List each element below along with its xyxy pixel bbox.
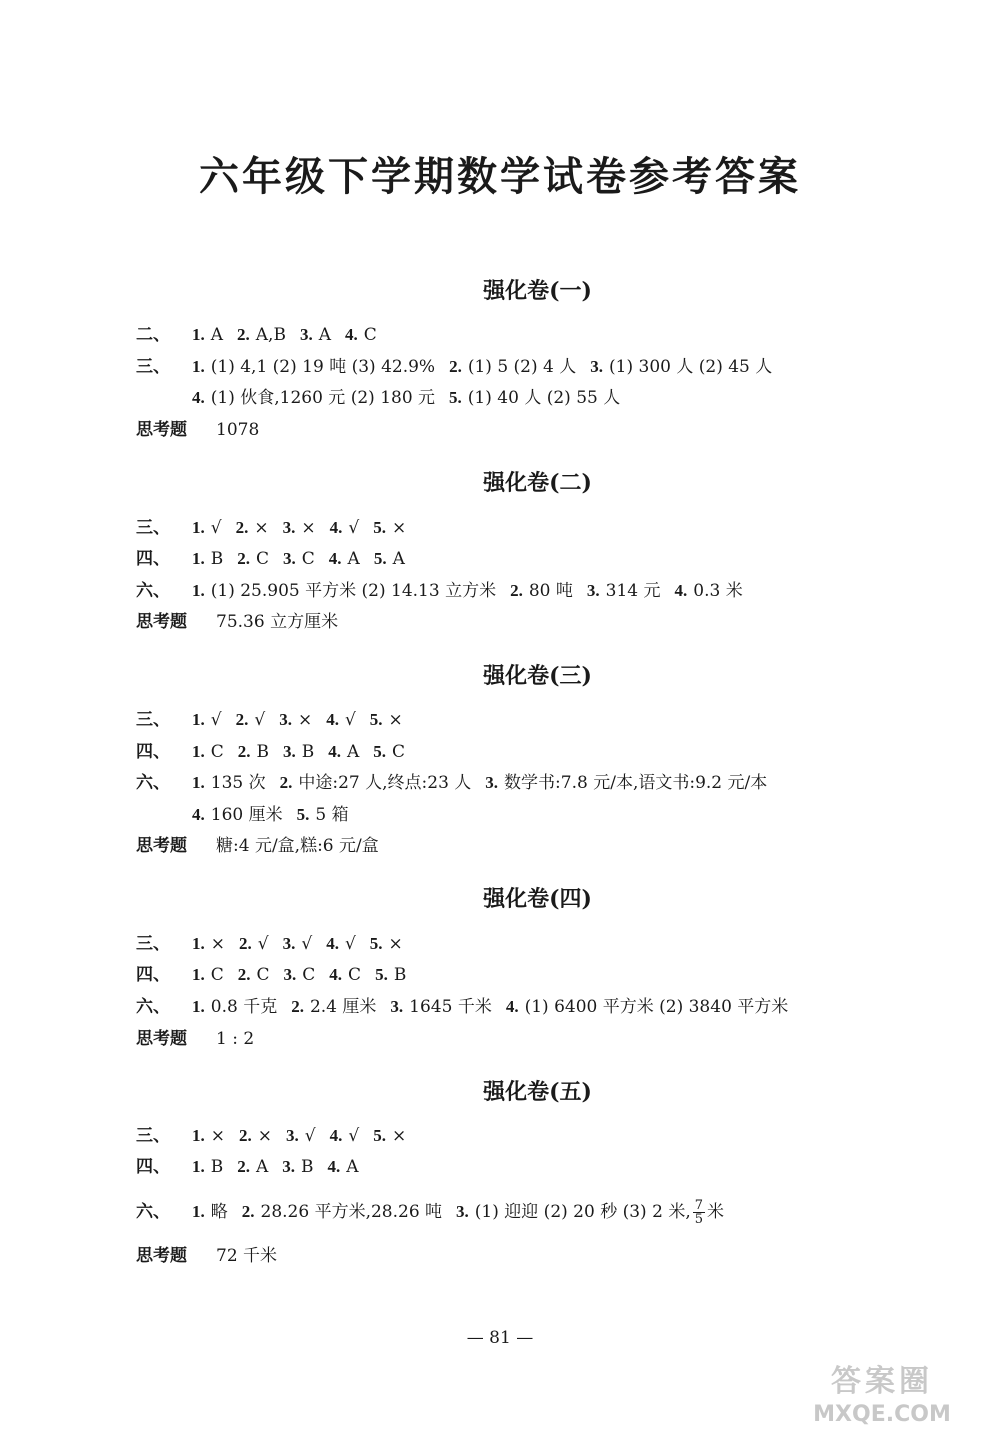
answer-value: B [256,742,270,762]
answer-value: × [388,710,403,730]
answer-value: (1) 300 人 (2) 45 人 [609,357,773,377]
answer-item [330,1126,360,1146]
answer-value: × [210,1126,225,1146]
page-title: 六年级下学期数学试卷参考答案 [199,153,801,200]
answer-item [373,518,406,538]
answer-value: × [297,710,313,730]
question-number: 2. [241,1202,255,1221]
answer-row [136,1155,373,1179]
question-group-label: 四、 [136,549,170,569]
answer-row [136,547,419,571]
answer-value: A [256,1157,269,1177]
question-number: 4. [328,742,342,761]
answer-value: × [388,934,403,954]
question-number: 2. [237,965,251,984]
question-number: 2. [235,518,249,537]
question-number: 4. [326,710,339,729]
question-number: 3. [283,742,296,761]
answer-item [329,965,361,985]
think-answer: 72 千米 [216,1246,278,1266]
fraction-unit: 米 [707,1202,724,1222]
answer-value: 略 [210,1202,228,1222]
answer-item [238,742,269,762]
question-number: 4. [345,325,358,344]
answer-value: C [256,965,270,985]
answer-item [345,325,377,345]
answer-value: B [393,965,407,985]
answer-value: √ [210,518,222,538]
answer-item [238,965,270,985]
answer-row [136,963,420,987]
answer-value: B [210,549,224,569]
question-number: 3. [390,997,404,1016]
answer-item [283,549,315,569]
answer-value: × [391,518,407,538]
question-group-label: 四、 [136,742,170,762]
question-group-label: 三、 [136,1126,170,1146]
question-number: 2. [510,581,523,600]
question-group-label: 三、 [136,710,170,730]
question-number: 4. [326,934,339,953]
answer-value: A [346,1157,359,1177]
section-heading-3: 强化卷(三) [483,663,592,689]
answer-value: √ [348,518,360,538]
answer-value: (1) 40 人 (2) 55 人 [467,388,621,408]
question-number: 3. [282,1157,296,1176]
answer-value: 数学书:7.8 元/本,语文书:9.2 元/本 [504,773,768,793]
answer-row [136,386,634,410]
answer-item [192,934,225,954]
answer-value: √ [301,934,313,954]
answer-item [192,965,224,985]
question-number: 4. [192,388,205,407]
answer-value: × [254,518,269,538]
answer-row [136,771,781,795]
answer-value: 160 厘米 [210,805,283,825]
answer-item [328,742,359,762]
question-number: 2. [235,710,249,729]
answer-item [283,742,314,762]
section-heading-2: 强化卷(二) [483,470,592,496]
think-row [136,610,338,634]
question-number: 1. [192,549,205,568]
think-answer: 75.36 立方厘米 [216,612,339,632]
answer-row-with-fraction [136,1199,724,1226]
answer-item [286,1126,316,1146]
question-number: 2. [239,1126,252,1145]
answer-item [330,518,360,538]
question-group-label: 三、 [136,357,170,377]
question-number: 1. [192,325,205,344]
answer-value: √ [344,934,356,954]
question-group-label: 四、 [136,1157,170,1177]
fraction [693,1199,705,1226]
question-number: 2. [279,773,293,792]
answer-value: B [301,1157,314,1177]
question-number: 4. [505,997,519,1016]
question-number: 2. [239,934,252,953]
think-label: 思考题 [136,420,187,440]
answer-value: × [391,1126,407,1146]
answer-item [456,1202,691,1222]
question-number: 3. [286,1126,299,1145]
question-number: 1. [192,742,205,761]
answer-value: A,B [255,325,286,345]
question-group-label: 六、 [136,773,170,793]
think-label: 思考题 [136,836,187,856]
question-number: 1. [192,997,205,1016]
answer-value: B [210,1157,224,1177]
answer-value: √ [348,1126,360,1146]
question-group-label: 六、 [136,581,170,601]
question-number: 1. [192,773,205,792]
answer-value: C [301,549,315,569]
question-number: 5. [369,710,383,729]
answer-value: 314 元 [605,581,661,601]
answer-item [192,357,435,377]
question-number: 3. [282,518,296,537]
answer-item [485,773,767,793]
answer-item [239,1126,272,1146]
answer-value: B [301,742,315,762]
answer-item [510,581,573,601]
answer-item [192,518,222,538]
answer-item [192,1157,223,1177]
answer-item [236,518,269,538]
question-number: 1. [192,581,205,600]
question-number: 5. [373,549,387,568]
answer-value: √ [257,934,269,954]
answer-item [237,325,286,345]
answer-item [239,934,269,954]
answer-item [192,805,283,825]
think-row [136,834,379,858]
answer-item [237,1157,268,1177]
answer-item [237,549,269,569]
question-group-label: 三、 [136,518,170,538]
think-answer: 糖:4 元/盒,糕:6 元/盒 [216,836,379,856]
answer-item [192,325,223,345]
answer-item [236,710,266,730]
answer-value: × [301,518,316,538]
answer-item [192,710,222,730]
answer-value: 中途:27 人,终点:23 人 [298,773,472,793]
answer-item [283,518,316,538]
answer-item [192,388,435,408]
answer-value: (1) 4,1 (2) 19 吨 (3) 42.9% [210,357,436,377]
answer-item [283,934,313,954]
answer-value: (1) 迎迎 (2) 20 秒 (3) 2 米, [474,1202,691,1222]
page-number: — 81 — [466,1328,534,1348]
question-number: 1. [192,965,205,984]
answer-value: C [392,742,406,762]
question-number: 5. [373,742,387,761]
answer-item [375,965,406,985]
answer-item [242,1202,442,1222]
question-group-label: 六、 [136,1202,170,1222]
question-number: 1. [192,1126,205,1145]
answer-item [587,581,661,601]
question-group-label: 四、 [136,965,170,985]
answer-item [374,549,405,569]
answer-item [297,805,349,825]
answer-value: (1) 5 (2) 4 人 [467,357,577,377]
answer-value: × [210,934,225,954]
answer-value: √ [304,1126,316,1146]
question-number: 5. [373,518,386,537]
question-number: 2. [237,1157,250,1176]
watermark-logo [782,1362,982,1432]
question-number: 5. [373,1126,386,1145]
think-row [136,418,259,442]
answer-value: √ [344,710,356,730]
fraction-denominator: 5 [694,1212,703,1227]
answer-item [192,1202,228,1222]
watermark-text: 答案圈 [831,1364,933,1399]
question-group-label: 二、 [136,325,170,345]
question-group-label: 三、 [136,934,170,954]
answer-row [136,1124,420,1148]
answer-item [282,1157,313,1177]
question-number: 3. [283,549,296,568]
question-number: 4. [329,518,343,537]
answer-value: (1) 25.905 平方米 (2) 14.13 立方米 [210,581,497,601]
answer-value: C [363,325,377,345]
question-number: 3. [485,773,499,792]
think-label: 思考题 [136,1246,187,1266]
answer-row [136,740,419,764]
answer-item [192,997,277,1017]
answer-row [136,995,802,1019]
question-number: 1. [192,934,205,953]
answer-item [370,934,403,954]
answer-item [192,581,496,601]
answer-value: C [256,549,270,569]
question-number: 1. [192,1157,205,1176]
answer-value: 2.4 厘米 [309,997,377,1017]
question-number: 4. [329,1126,343,1145]
think-label: 思考题 [136,1029,187,1049]
answer-value: 5 箱 [315,805,349,825]
think-row [136,1027,254,1051]
answer-item [326,710,356,730]
question-number: 3. [456,1202,469,1221]
answer-row [136,355,786,379]
question-number: 4. [192,805,205,824]
question-number: 5. [296,805,310,824]
question-number: 2. [237,325,250,344]
question-number: 2. [291,997,304,1016]
answer-item [328,1157,359,1177]
question-number: 3. [283,965,297,984]
answer-value: √ [210,710,222,730]
answer-value: A [347,549,360,569]
answer-item [449,388,620,408]
question-number: 2. [237,742,251,761]
think-answer: 1 : 2 [216,1029,255,1049]
answer-value: √ [254,710,266,730]
fraction-numerator: 7 [694,1198,703,1213]
question-number: 3. [282,934,296,953]
question-number: 5. [449,388,462,407]
think-row [136,1244,277,1268]
answer-item [675,581,743,601]
question-number: 4. [327,1157,341,1176]
answer-row [136,323,391,347]
answer-row [136,932,417,956]
answer-row [136,708,417,732]
answer-value: 28.26 平方米,28.26 吨 [260,1202,443,1222]
answer-item [300,325,331,345]
answer-value: C [210,742,224,762]
answer-value: 0.8 千克 [210,997,278,1017]
answer-item [192,1126,225,1146]
question-number: 1. [192,710,205,729]
watermark-url: MXQE.COM [813,1402,951,1427]
answer-value: C [348,965,362,985]
answer-item [284,965,316,985]
question-number: 2. [237,549,250,568]
question-number: 4. [674,581,688,600]
answer-value: (1) 伙食,1260 元 (2) 180 元 [210,388,436,408]
question-number: 1. [192,1202,205,1221]
answer-row [136,803,363,827]
question-number: 5. [375,965,388,984]
answer-value: A [318,325,331,345]
answer-item [279,710,312,730]
question-number: 4. [328,549,342,568]
answer-item [280,773,472,793]
answer-value: A [392,549,405,569]
question-number: 3. [279,710,292,729]
question-number: 3. [299,325,313,344]
question-number: 1. [192,357,205,376]
answer-value: × [257,1126,272,1146]
answer-item [192,773,266,793]
section-heading-5: 强化卷(五) [483,1079,592,1105]
answer-item [373,742,405,762]
answer-row [136,516,420,540]
answer-value: 135 次 [210,773,266,793]
answer-value: C [210,965,224,985]
answer-item [291,997,376,1017]
section-heading-1: 强化卷(一) [483,278,592,304]
answer-value: C [302,965,316,985]
answer-item [449,357,576,377]
answer-item [326,934,356,954]
question-number: 5. [369,934,383,953]
answer-value: 0.3 米 [693,581,743,601]
answer-item [370,710,403,730]
answer-item [192,549,223,569]
answer-value: (1) 6400 平方米 (2) 3840 平方米 [524,997,789,1017]
answer-item [506,997,788,1017]
answer-value: A [347,742,360,762]
answer-value: A [210,325,224,345]
answer-item [390,997,491,1017]
question-number: 3. [590,357,604,376]
think-answer: 1078 [216,420,260,440]
think-label: 思考题 [136,612,187,632]
answer-item [373,1126,406,1146]
answer-item [590,357,772,377]
answer-row [136,579,757,603]
answer-value: 1645 千米 [409,997,492,1017]
answer-item [329,549,360,569]
question-number: 4. [329,965,343,984]
answer-item [192,742,224,762]
question-number: 1. [192,518,205,537]
question-group-label: 六、 [136,997,170,1017]
answer-value: 80 吨 [528,581,573,601]
section-heading-4: 强化卷(四) [483,886,592,912]
question-number: 2. [449,357,462,376]
question-number: 3. [586,581,600,600]
